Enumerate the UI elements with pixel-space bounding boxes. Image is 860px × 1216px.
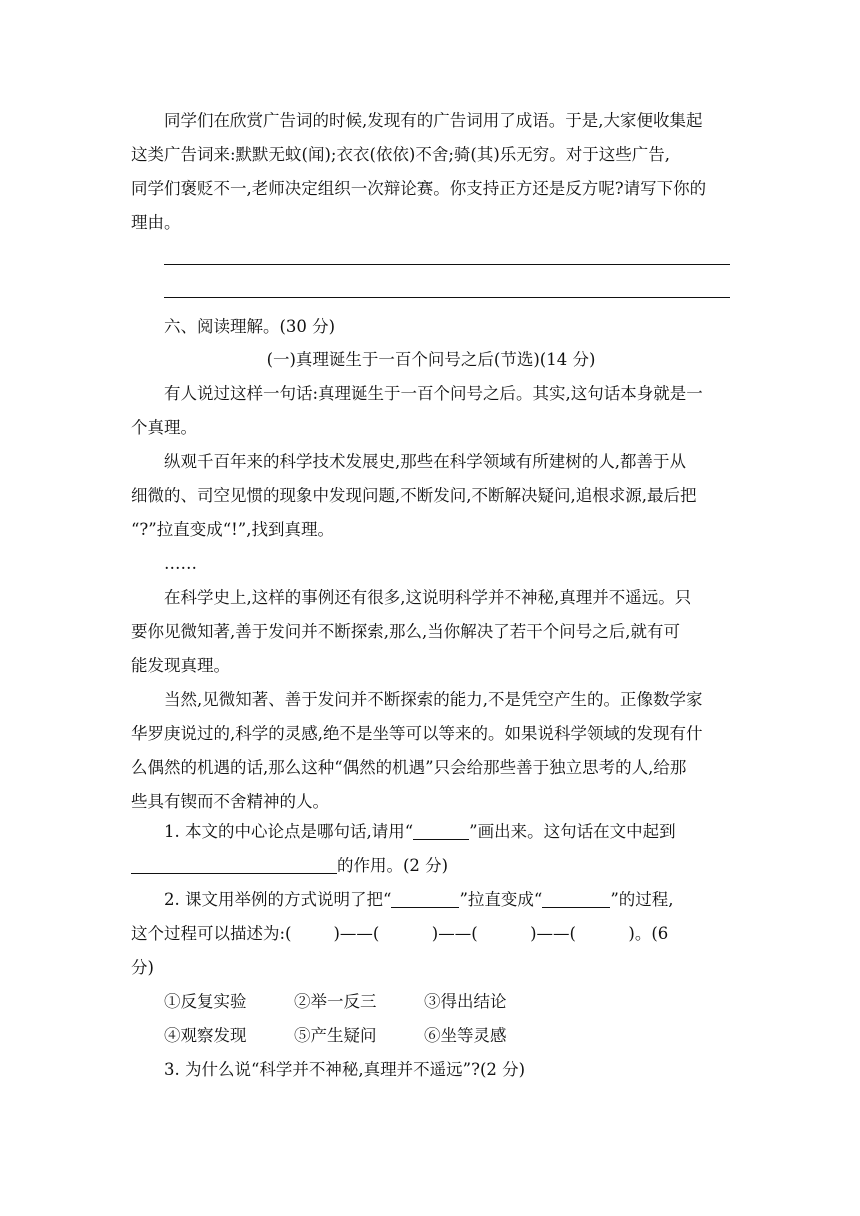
question-2: [164, 883, 674, 917]
text-line: 这类广告词来:默默无蚊(闻);衣衣(依依)不舍;骑(其)乐无穷。对于这些广告,: [131, 145, 671, 164]
q2-blank-2[interactable]: [542, 889, 610, 908]
q2-text: 2. 课文用举例的方式说明了把“: [164, 890, 392, 909]
text-line: 当然,见微知著、善于发问并不断探索的能力,不是凭空产生的。正像数学家: [164, 690, 703, 709]
text-line: 些具有锲而不舍精神的人。: [131, 792, 329, 811]
text-line: 要你见微知著,善于发问并不断探索,那么,当你解决了若干个问号之后,就有可: [131, 622, 680, 641]
text-line: 理由。: [131, 213, 181, 232]
q1-blank[interactable]: [413, 821, 469, 840]
text-line: 华罗庚说过的,科学的灵感,绝不是坐等可以等来的。如果说科学领域的发现有什: [131, 724, 703, 743]
text-line: 纵观千百年来的科学技术发展史,那些在科学领域有所建树的人,都善于从: [164, 452, 686, 471]
question-paragraph: [131, 104, 731, 240]
question-1-cont: [131, 849, 448, 883]
answer-line: [164, 264, 730, 265]
text-line: 同学们在欣赏广告词的时候,发现有的广告词用了成语。于是,大家便收集起: [164, 111, 703, 130]
text-line: 细微的、司空见惯的现象中发现问题,不断发问,不断解决疑问,追根求源,最后把: [131, 486, 697, 505]
question-1: [164, 815, 676, 849]
q2-text: ”拉直变成“: [459, 890, 543, 909]
q1-text: 的作用。(2 分): [337, 856, 449, 875]
options-row: [164, 985, 554, 1019]
text-line: “?”拉直变成“!”,找到真理。: [131, 520, 334, 539]
option-item: ②举一反三: [294, 992, 377, 1011]
option-item: ①反复实验: [164, 992, 247, 1011]
q1-text: 1. 本文的中心论点是哪句话,请用“: [164, 822, 414, 841]
question-3: 3. 为什么说“科学并不神秘,真理并不遥远”?(2 分): [164, 1060, 526, 1079]
option-item: ④观察发现: [164, 1026, 247, 1045]
q2-text: ”的过程,: [610, 890, 674, 909]
option-item: ⑤产生疑问: [294, 1026, 377, 1045]
q1-answer-blank[interactable]: [131, 855, 337, 874]
q1-text: ”画出来。这句话在文中起到: [469, 822, 676, 841]
q2-score-cont: 分): [131, 958, 154, 977]
q2-blank-1[interactable]: [391, 889, 459, 908]
text-line: 有人说过这样一句话:真理诞生于一百个问号之后。其实,这句话本身就是一: [164, 384, 703, 403]
ellipsis: ……: [164, 554, 197, 573]
option-item: ③得出结论: [424, 992, 507, 1011]
text-line: 个真理。: [131, 418, 197, 437]
text-line: 在科学史上,这样的事例还有很多,这说明科学并不神秘,真理并不遥远。只: [164, 588, 692, 607]
text-line: 同学们褒贬不一,老师决定组织一次辩论赛。你支持正方还是反方呢?请写下你的: [131, 179, 707, 198]
section-title: 六、阅读理解。(30 分): [164, 317, 336, 336]
option-item: ⑥坐等灵感: [424, 1026, 507, 1045]
answer-line: [164, 297, 730, 298]
options-row: [164, 1019, 554, 1053]
q2-sequence: 这个过程可以描述为:( )——( )——( )——( )。(6: [131, 924, 669, 943]
text-line: 么偶然的机遇的话,那么这种“偶然的机遇”只会给那些善于独立思考的人,给那: [131, 758, 687, 777]
text-line: 能发现真理。: [131, 656, 230, 675]
passage-body: [131, 377, 731, 819]
passage-title: (一)真理诞生于一百个问号之后(节选)(14 分): [266, 350, 596, 369]
